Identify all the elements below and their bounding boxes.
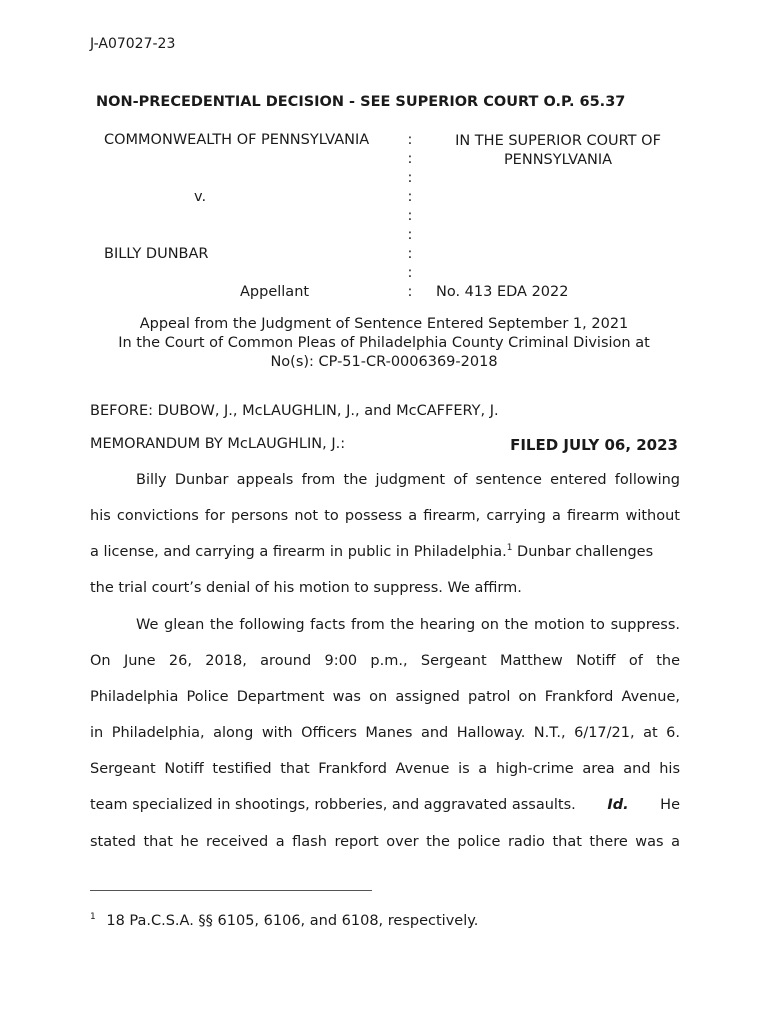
caption-separator: : — [407, 284, 413, 300]
caption-separator: : — [407, 132, 413, 148]
body-text: team specialized in shootings, robberies, and aggravated assaults. — [90, 797, 576, 813]
body-line: the trial court’s denial of his motion to suppress. We affirm. — [90, 580, 522, 596]
appellant-label: Appellant — [240, 284, 310, 300]
body-line: On June 26, 2018, around 9:00 p.m., Sergeant Matthew Notiff of the — [90, 653, 680, 669]
body-line: Billy Dunbar appeals from the judgment of sentence entered following — [136, 472, 680, 488]
footnote-ref[interactable]: 1 — [506, 543, 513, 554]
body-line-with-footnote — [90, 544, 680, 560]
body-line: in Philadelphia, along with Officers Manes and Halloway. N.T., 6/17/21, at 6. — [90, 725, 680, 741]
footnote-text: 18 Pa.C.S.A. §§ 6105, 6106, and 6108, respectively. — [106, 913, 479, 929]
appeal-info — [90, 315, 678, 372]
caption-separator: : — [407, 151, 413, 167]
caption-separator: : — [407, 265, 413, 281]
citation-id: Id. — [607, 797, 629, 813]
caption-separator: : — [407, 189, 413, 205]
case-number: No. 413 EDA 2022 — [436, 284, 569, 300]
court-name-line2: PENNSYLVANIA — [503, 152, 613, 168]
appeal-line-1: Appeal from the Judgment of Sentence Entered September 1, 2021 — [139, 316, 629, 332]
body-text: Dunbar challenges — [512, 544, 654, 560]
versus-label: v. — [194, 189, 207, 205]
body-line: stated that he received a flash report over the police radio that there was a — [90, 834, 680, 850]
caption-separator: : — [407, 246, 413, 262]
filed-date: FILED JULY 06, 2023 — [510, 436, 678, 454]
body-line: Sergeant Notiff testified that Frankford Avenue is a high-crime area and his — [90, 761, 680, 777]
body-text: a license, and carrying a firearm in public in Philadelphia. — [90, 544, 507, 560]
docket-id: J-A07027-23 — [90, 36, 176, 52]
body-text: He — [660, 797, 680, 813]
appeal-line-2: In the Court of Common Pleas of Philadelphia County Criminal Division at — [118, 335, 650, 351]
body-line: his convictions for persons not to possess a firearm, carrying a firearm without — [90, 508, 680, 524]
memorandum-author: MEMORANDUM BY McLAUGHLIN, J.: — [90, 436, 346, 452]
plaintiff-name: COMMONWEALTH OF PENNSYLVANIA — [104, 132, 370, 148]
decision-header: NON-PRECEDENTIAL DECISION - SEE SUPERIOR COURT O.P. 65.37 — [96, 94, 626, 110]
footnote — [90, 913, 478, 929]
panel-judges: BEFORE: DUBOW, J., McLAUGHLIN, J., and McCAFFERY, J. — [90, 403, 499, 419]
body-line: Philadelphia Police Department was on assigned patrol on Frankford Avenue, — [90, 689, 680, 705]
footnote-marker: 1 — [90, 912, 96, 923]
body-line-with-citation — [90, 797, 680, 813]
caption-separator: : — [407, 170, 413, 186]
appeal-line-3: No(s): CP-51-CR-0006369-2018 — [270, 354, 498, 370]
caption-separator: : — [407, 227, 413, 243]
footnote-divider — [90, 890, 372, 891]
defendant-name: BILLY DUNBAR — [104, 246, 209, 262]
court-name-line1: IN THE SUPERIOR COURT OF — [455, 133, 661, 149]
body-line: We glean the following facts from the hearing on the motion to suppress. — [136, 617, 680, 633]
caption-separator: : — [407, 208, 413, 224]
